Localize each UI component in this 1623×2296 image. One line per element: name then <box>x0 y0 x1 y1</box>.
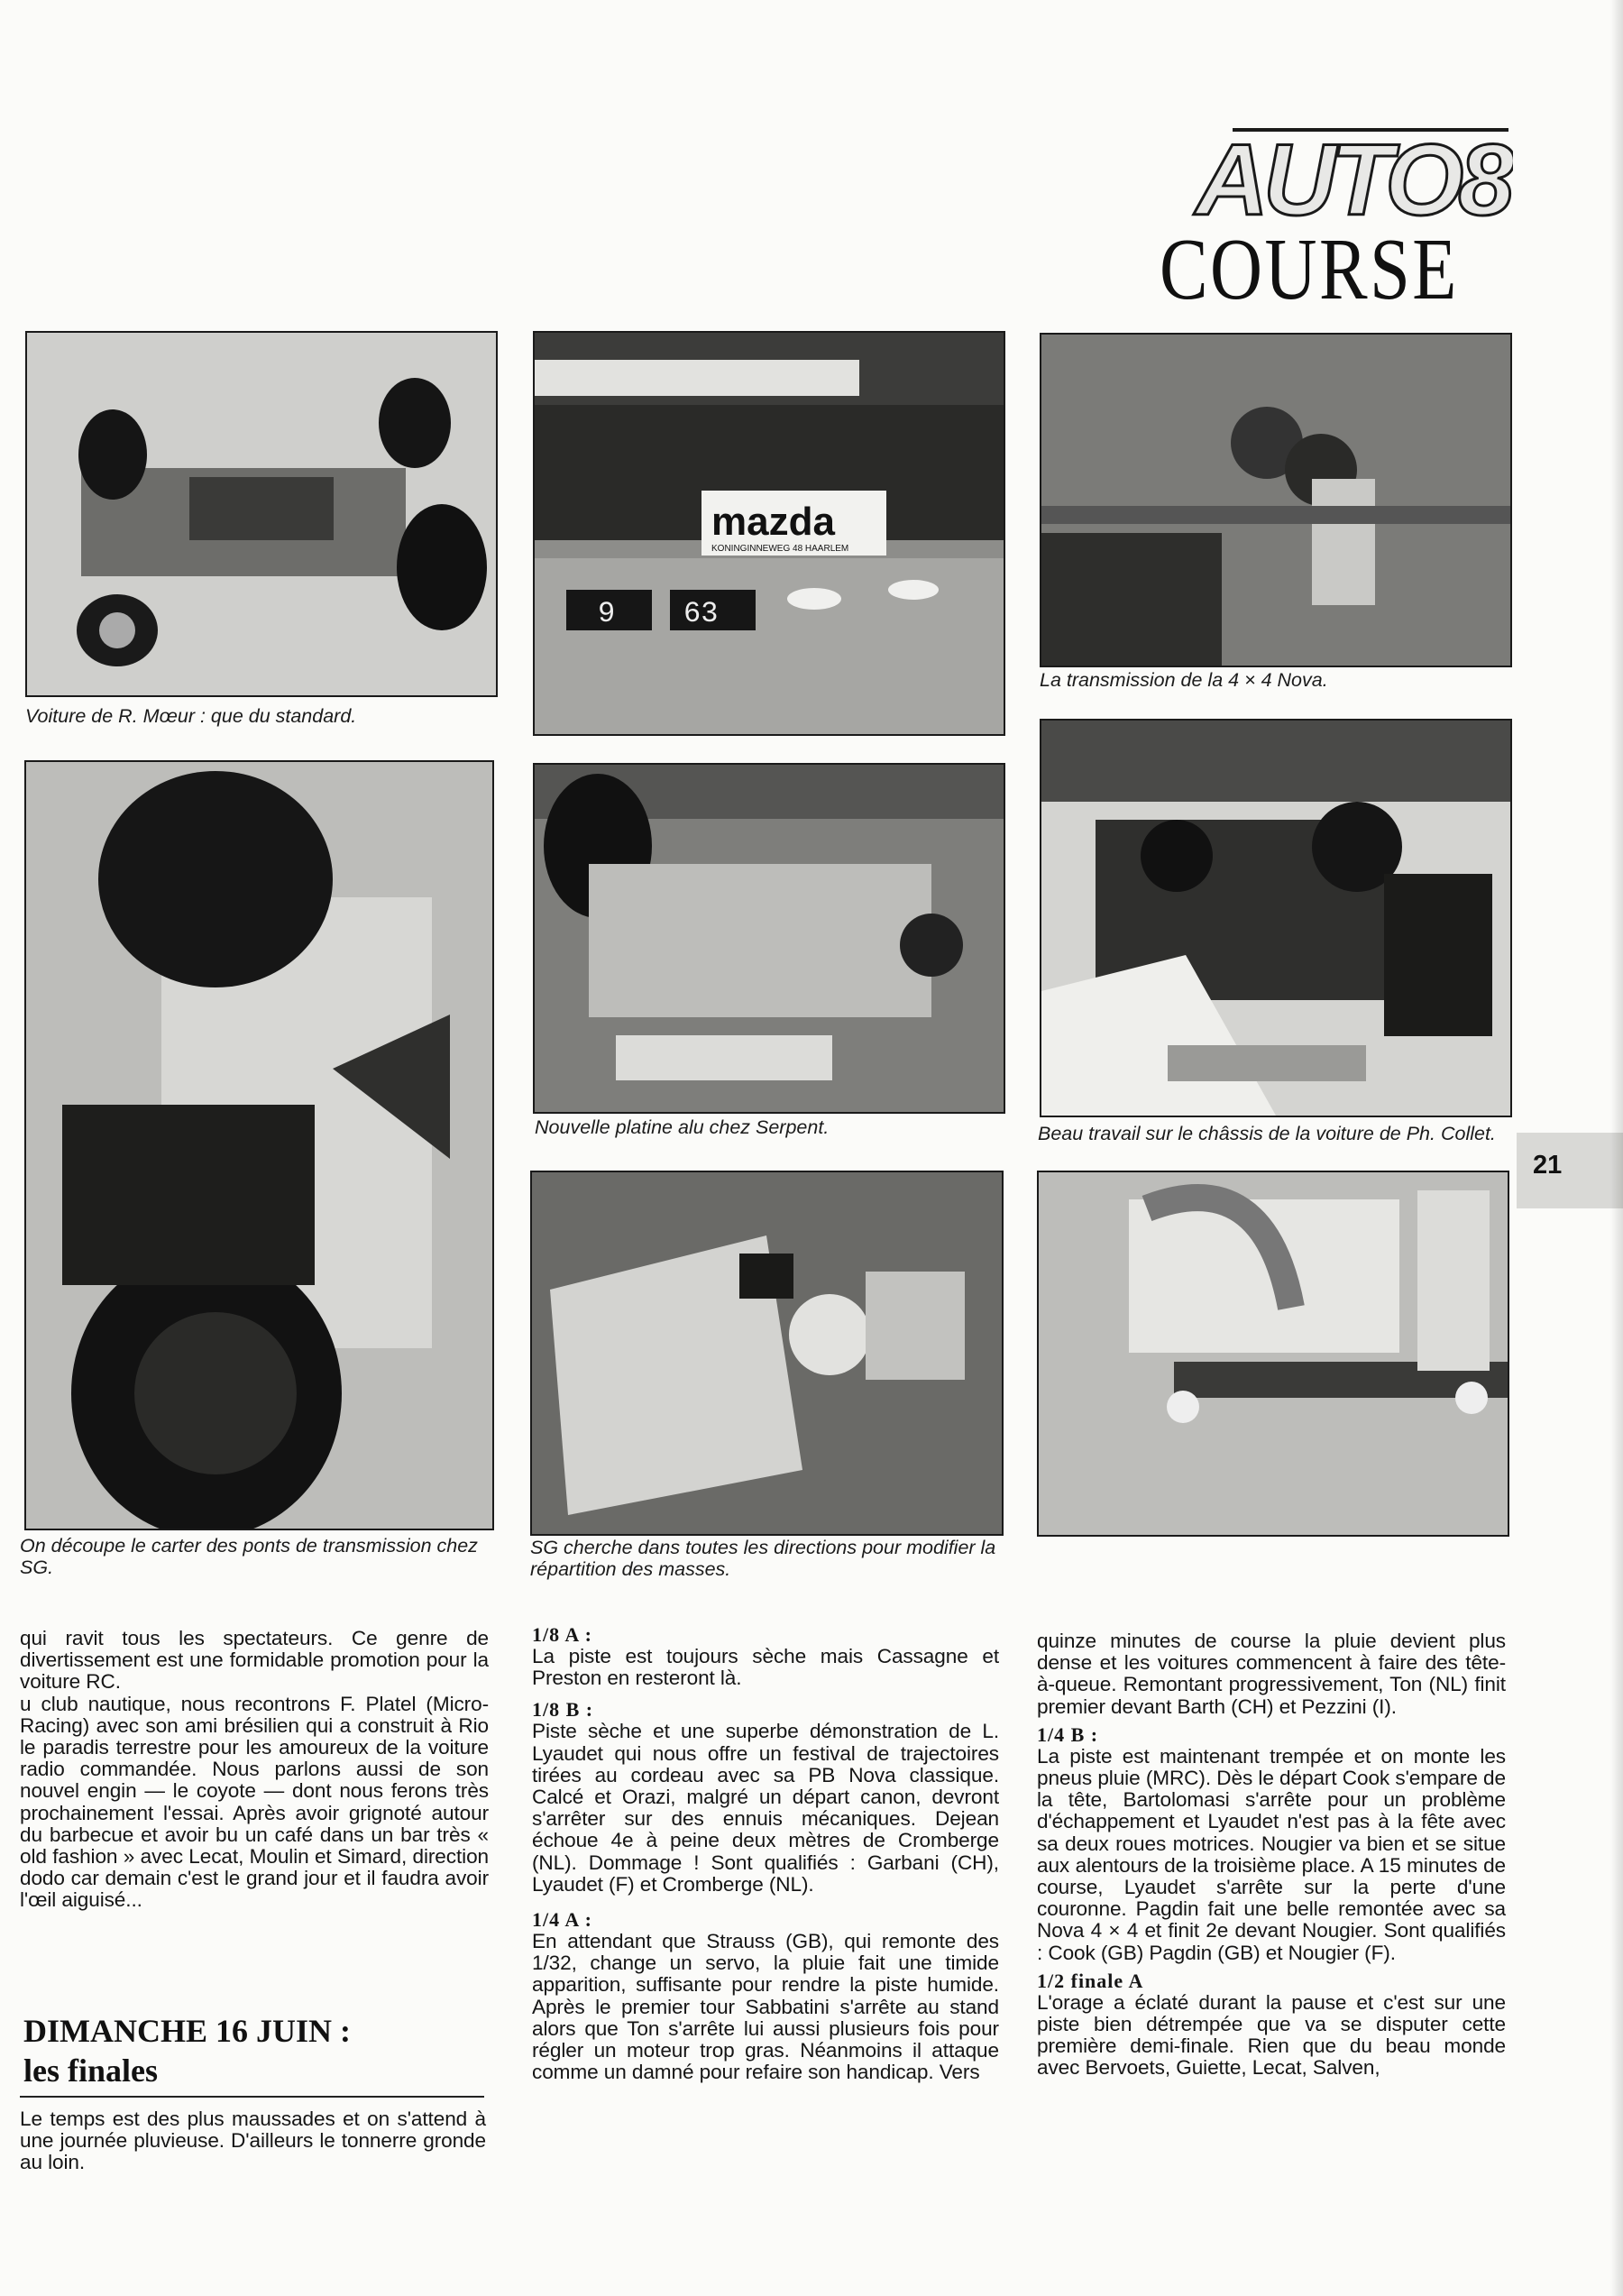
headline-line-1: DIMANCHE 16 JUIN : <box>23 2013 351 2049</box>
caption-moeur: Voiture de R. Mœur : que du standard. <box>25 705 357 727</box>
column-2 <box>532 1623 999 2083</box>
auto8-logo <box>1188 124 1513 231</box>
heading-demi-finale-a: 1/2 finale A <box>1037 1969 1144 1992</box>
headline-rule <box>20 2096 484 2098</box>
col3-paragraph-2: La piste est maintenant trempée et on monte les pneus pluie (MRC). Dès le départ Cook s'empare de la tête, Bartolomasi s'arrête pour un problème d'échappement et Lyaudet n'est pas à la fête avec sa deux roues motrices. Nougier va bien et se situe aux alentours de la troisième place. A 15 minutes de course, Lyaudet s'arrête sur la perte d'une couronne. Pagdin fait une belle remontée avec sa Nova 4 × 4 et finit 2e devant Nougier. Sont qualifiés : Cook (GB) Pagdin (GB) et Nougier (F). <box>1037 1744 1506 1964</box>
column-1 <box>20 1628 489 1912</box>
mazda-sign-text: mazda <box>711 500 835 544</box>
photo-sg-transmission <box>24 760 494 1530</box>
column-3 <box>1037 1630 1506 2080</box>
photo-4x4-transmission <box>1040 333 1512 667</box>
col3-paragraph-3: L'orage a éclaté durant la pause et c'est sur une piste bien détrempée que va se disputer cette première demi-finale. Rien que du beau monde avec Bervoets, Guiette, Lecat, Salven, <box>1037 1990 1506 2080</box>
photo-collet-chassis <box>1040 719 1512 1117</box>
page-edge-shadow <box>1610 0 1623 2296</box>
caption-serpent: Nouvelle platine alu chez Serpent. <box>535 1116 830 1138</box>
col3-paragraph-1: quinze minutes de course la pluie devient plus dense et les voitures commencent à faire des tête-à-queue. Remontant progressivement, Ton (NL) finit premier devant Barth (CH) et Pezzini (I). <box>1037 1630 1506 1718</box>
caption-4x4-nova: La transmission de la 4 × 4 Nova. <box>1040 669 1328 691</box>
col2-paragraph-1: La piste est toujours sèche mais Cassagne et Preston en resteront là. <box>532 1645 999 1690</box>
column-1-bottom <box>20 2108 486 2174</box>
lap-display-right: 63 <box>683 597 719 630</box>
headline-line-2: les finales <box>23 2053 158 2089</box>
col1-paragraph-2: u club nautique, nous recontrons F. Platel (Micro-Racing) avec son ami brésilien qui a construit à Rio le paradis terrestre pour les amoureux de la voiture radio commandée. Nous parlons aussi de son nouvel engin — le coyote — dont nous ferons très prochainement l'essai. Après avoir grignoté autour du barbecue et avoir bu un café dans un bar très « old fashion » avec Lecat, Moulin et Simard, direction dodo car demain c'est le grand jour et il faudra avoir l'œil aiguisé... <box>20 1692 489 1912</box>
photo-moeur-car <box>25 331 498 697</box>
heading-1-8-a: 1/8 A : <box>532 1623 592 1646</box>
page-number: 21 <box>1533 1151 1563 1180</box>
mazda-sign-subtext: KONINGINNEWEG 48 HAARLEM <box>711 544 849 554</box>
col2-paragraph-2: Piste sèche et une superbe démonstration de L. Lyaudet qui nous offre un festival de trajectoires tirées au cordeau avec sa PB Nova classique. Calcé et Orazi, malgré un départ canon, devront s'arrêter sur des ennuis mécaniques. Dejean échoue 4e à peine deux mètres de Cromberge (NL). Dommage ! Sont qualifiés : Garbani (CH), Lyaudet (F) et Cromberge (NL). <box>532 1720 999 1896</box>
photo-crowd-track <box>533 331 1005 736</box>
logo-text: AUTO8 <box>1196 124 1509 231</box>
lap-display-left: 9 <box>598 597 616 630</box>
heading-1-8-b: 1/8 B : <box>532 1698 594 1722</box>
photo-sg-masses <box>530 1171 1004 1536</box>
photo-serpent-platine <box>533 763 1005 1114</box>
heading-1-4-a: 1/4 A : <box>532 1908 592 1932</box>
caption-collet: Beau travail sur le châssis de la voiture de Ph. Collet. <box>1038 1123 1496 1144</box>
col1-paragraph-3: Le temps est des plus maussades et on s'attend à une journée pluvieuse. D'ailleurs le tonnerre gronde au loin. <box>20 2108 486 2174</box>
section-headline <box>23 2011 492 2090</box>
section-title: COURSE <box>1160 221 1459 318</box>
col1-paragraph-1: qui ravit tous les spectateurs. Ce genre de divertissement est une formidable promotion pour la voiture RC. <box>20 1627 489 1694</box>
caption-sg-transmission: On découpe le carter des ponts de transmission chez SG. <box>20 1535 478 1578</box>
heading-1-4-b: 1/4 B : <box>1037 1722 1099 1746</box>
col2-paragraph-3: En attendant que Strauss (GB), qui remonte des 1/32, change un servo, la pluie fait une timide apparition, suffisante pour rendre la piste humide. Après le premier tour Sabbatini s'arrête au stand alors que Ton s'arrête lui aussi plusieurs fois pour régler un moteur trop gras. Néanmoins il attaque comme un damné pour refaire son handicap. Vers <box>532 1930 999 2084</box>
caption-sg-masses: SG cherche dans toutes les directions pour modifier la répartition des masses. <box>530 1537 996 1580</box>
photo-belt-drive <box>1037 1171 1509 1537</box>
